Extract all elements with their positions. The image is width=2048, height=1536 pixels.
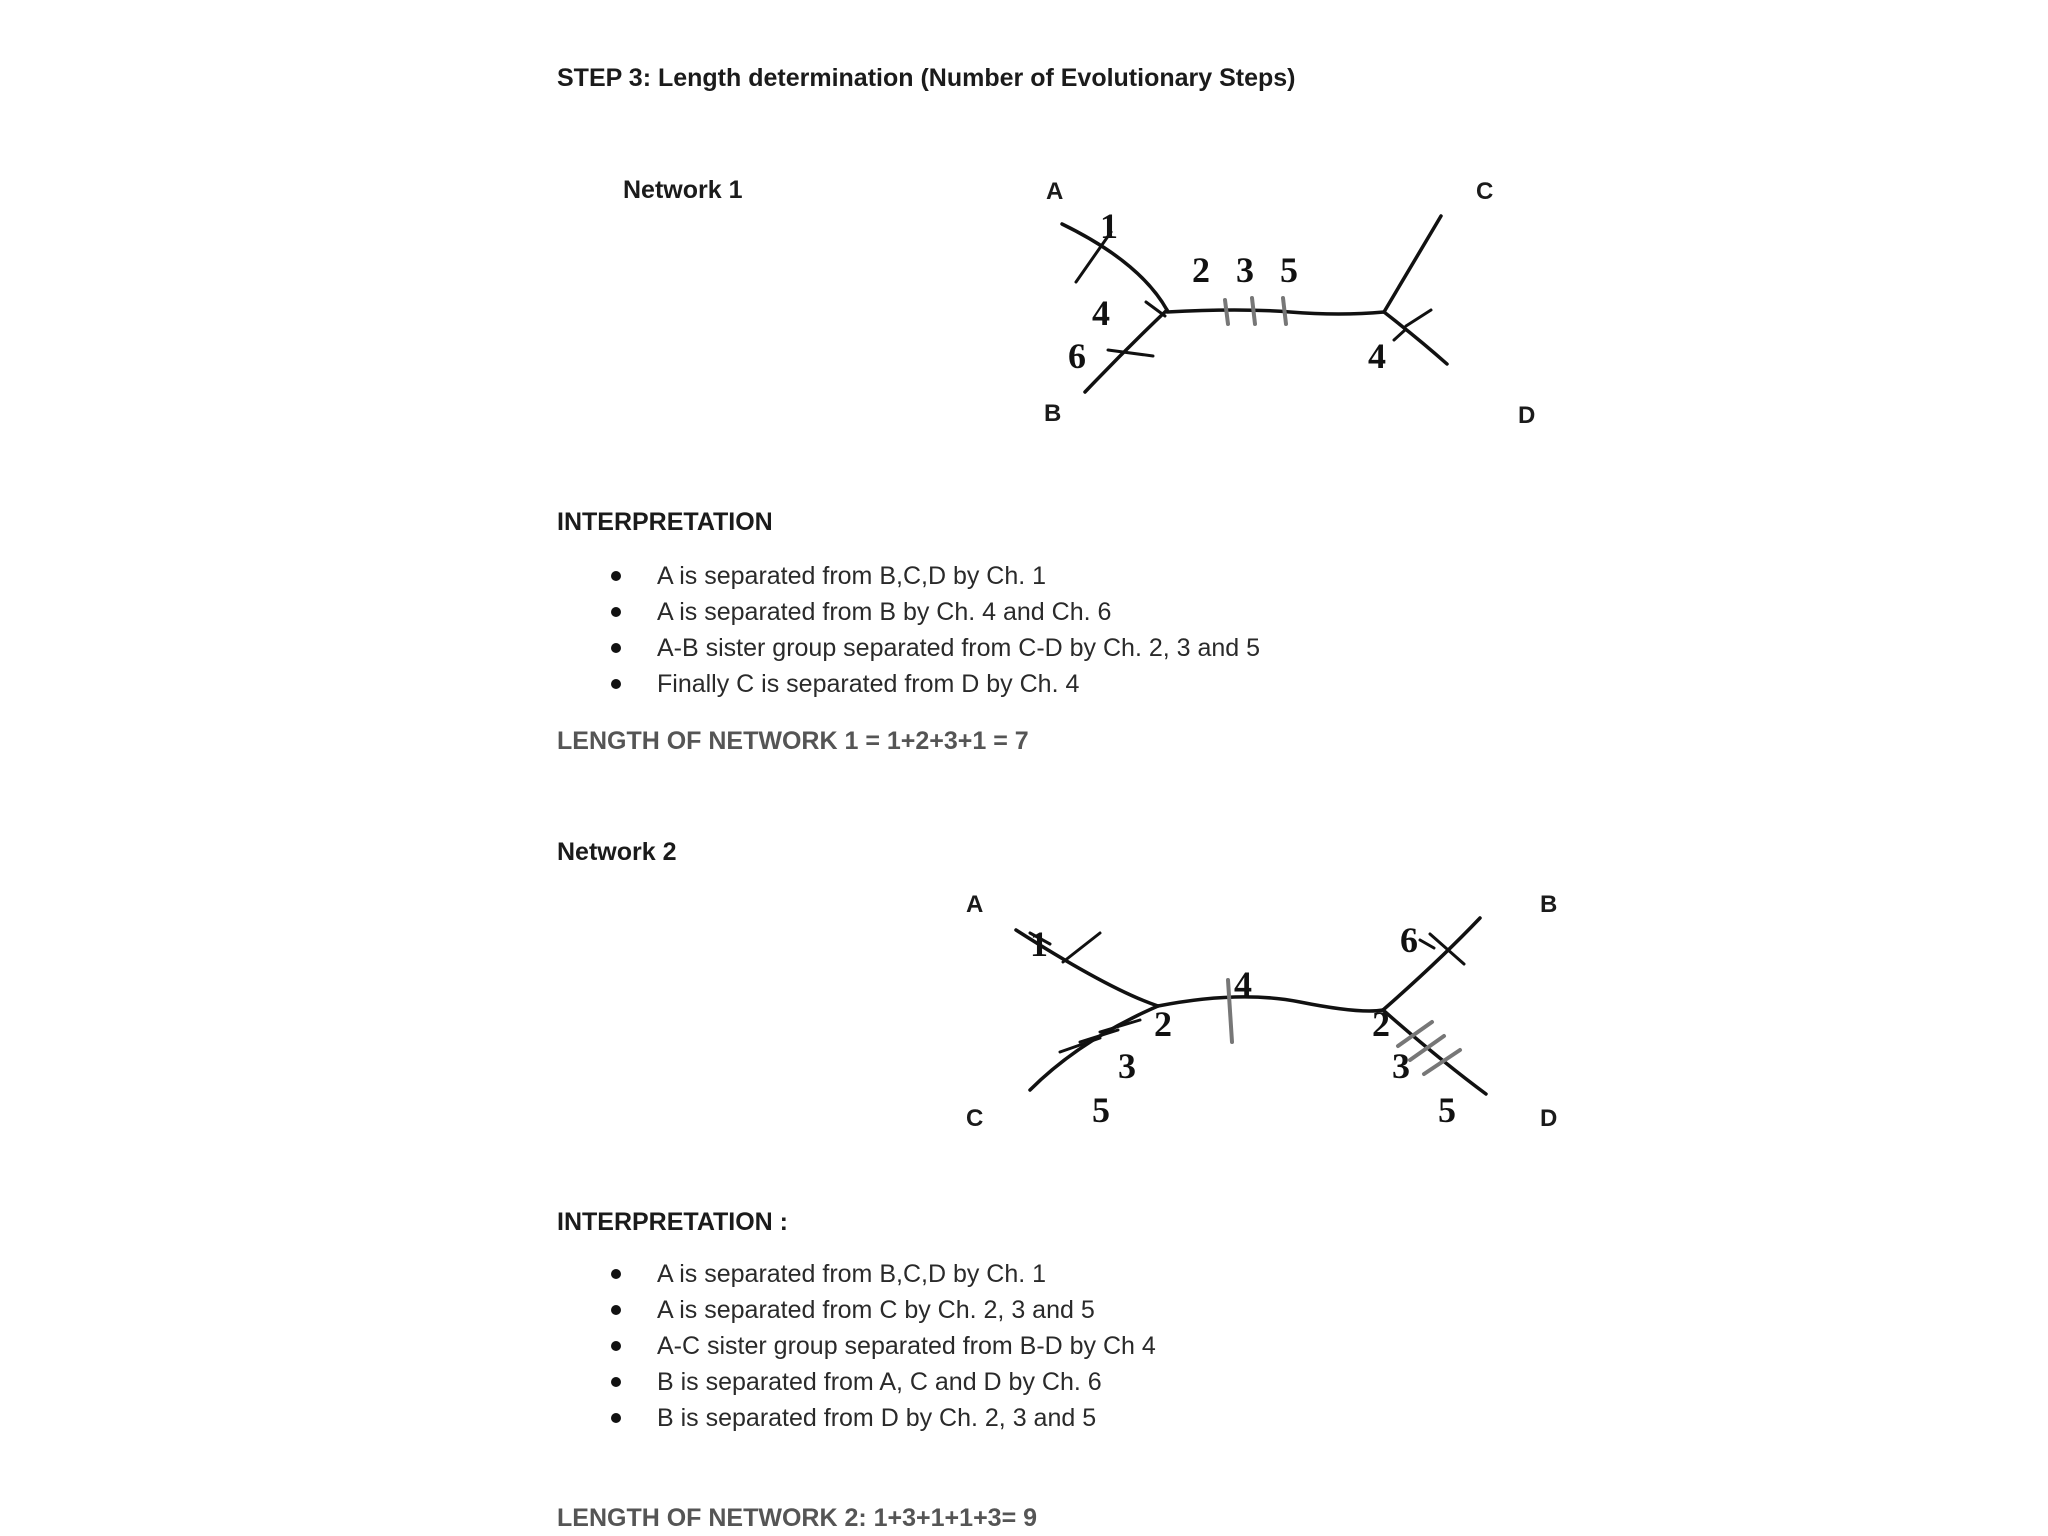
bullet-icon (611, 1269, 621, 1279)
net1-char-3: 3 (1236, 250, 1254, 290)
net2-tick-c3 (1100, 1020, 1140, 1032)
net2-leaf-c: C (966, 1105, 984, 1132)
list-item: B is separated from A, C and D by Ch. 6 (657, 1364, 1156, 1400)
network-2-length: LENGTH OF NETWORK 2: 1+3+1+1+3= 9 (557, 1504, 1038, 1532)
list-item: B is separated from D by Ch. 2, 3 and 5 (657, 1400, 1156, 1436)
net2-char-6: 6 (1400, 920, 1418, 960)
net2-char-2a: 2 (1154, 1004, 1172, 1044)
network-2-label: Network 2 (557, 838, 677, 866)
list-item: Finally C is separated from D by Ch. 4 (657, 666, 1260, 702)
net2-branch-c (1030, 1006, 1158, 1090)
net1-char-2: 2 (1192, 250, 1210, 290)
net2-tick-1 (1063, 933, 1100, 962)
net1-char-6: 6 (1068, 336, 1086, 376)
net1-char-4a: 4 (1092, 293, 1110, 333)
net2-char-5b: 5 (1438, 1090, 1456, 1130)
list-item: A is separated from B by Ch. 4 and Ch. 6 (657, 594, 1260, 630)
list-item: A is separated from B,C,D by Ch. 1 (657, 1256, 1156, 1292)
net1-char-1: 1 (1100, 206, 1118, 246)
net2-leaf-d: D (1540, 1105, 1558, 1132)
net2-char-1: 1 (1030, 924, 1048, 964)
net1-char-4b: 4 (1368, 336, 1386, 376)
net2-char-3b: 3 (1392, 1046, 1410, 1086)
list-item: A-B sister group separated from C-D by Ch. 2, 3 and 5 (657, 630, 1260, 666)
bullet-icon (611, 1377, 621, 1387)
net2-leaf-b: B (1540, 891, 1558, 918)
net1-char-5: 5 (1280, 250, 1298, 290)
net2-char-4: 4 (1234, 964, 1252, 1004)
network-1-interpretation-heading: INTERPRETATION (557, 508, 773, 536)
bullet-icon (611, 1341, 621, 1351)
list-item: A-C sister group separated from B-D by Ch 4 (657, 1328, 1156, 1364)
net1-leaf-a: A (1046, 178, 1064, 205)
net2-char-2b: 2 (1372, 1004, 1390, 1044)
net2-leaf-a: A (966, 891, 984, 918)
bullet-icon (611, 1413, 621, 1423)
net2-internal-branch (1158, 997, 1383, 1011)
net2-tick-4 (1228, 980, 1232, 1042)
network-2-interpretation-heading: INTERPRETATION : (557, 1208, 789, 1236)
net1-leaf-b: B (1044, 400, 1062, 427)
net1-leaf-c: C (1476, 178, 1494, 205)
list-item: A is separated from C by Ch. 2, 3 and 5 (657, 1292, 1156, 1328)
step-title: STEP 3: Length determination (Number of Evolutionary Steps) (557, 64, 1296, 92)
network-2-interpretation-list (657, 1256, 1156, 1436)
net2-char-5a: 5 (1092, 1090, 1110, 1130)
list-item: A is separated from B,C,D by Ch. 1 (657, 558, 1260, 594)
net2-tick-6-hook (1420, 940, 1434, 948)
bullet-icon (611, 1305, 621, 1315)
net2-char-3a: 3 (1118, 1046, 1136, 1086)
network-1-label: Network 1 (623, 176, 743, 204)
net1-leaf-d: D (1518, 402, 1536, 429)
network-1-length: LENGTH OF NETWORK 1 = 1+2+3+1 = 7 (557, 727, 1029, 755)
